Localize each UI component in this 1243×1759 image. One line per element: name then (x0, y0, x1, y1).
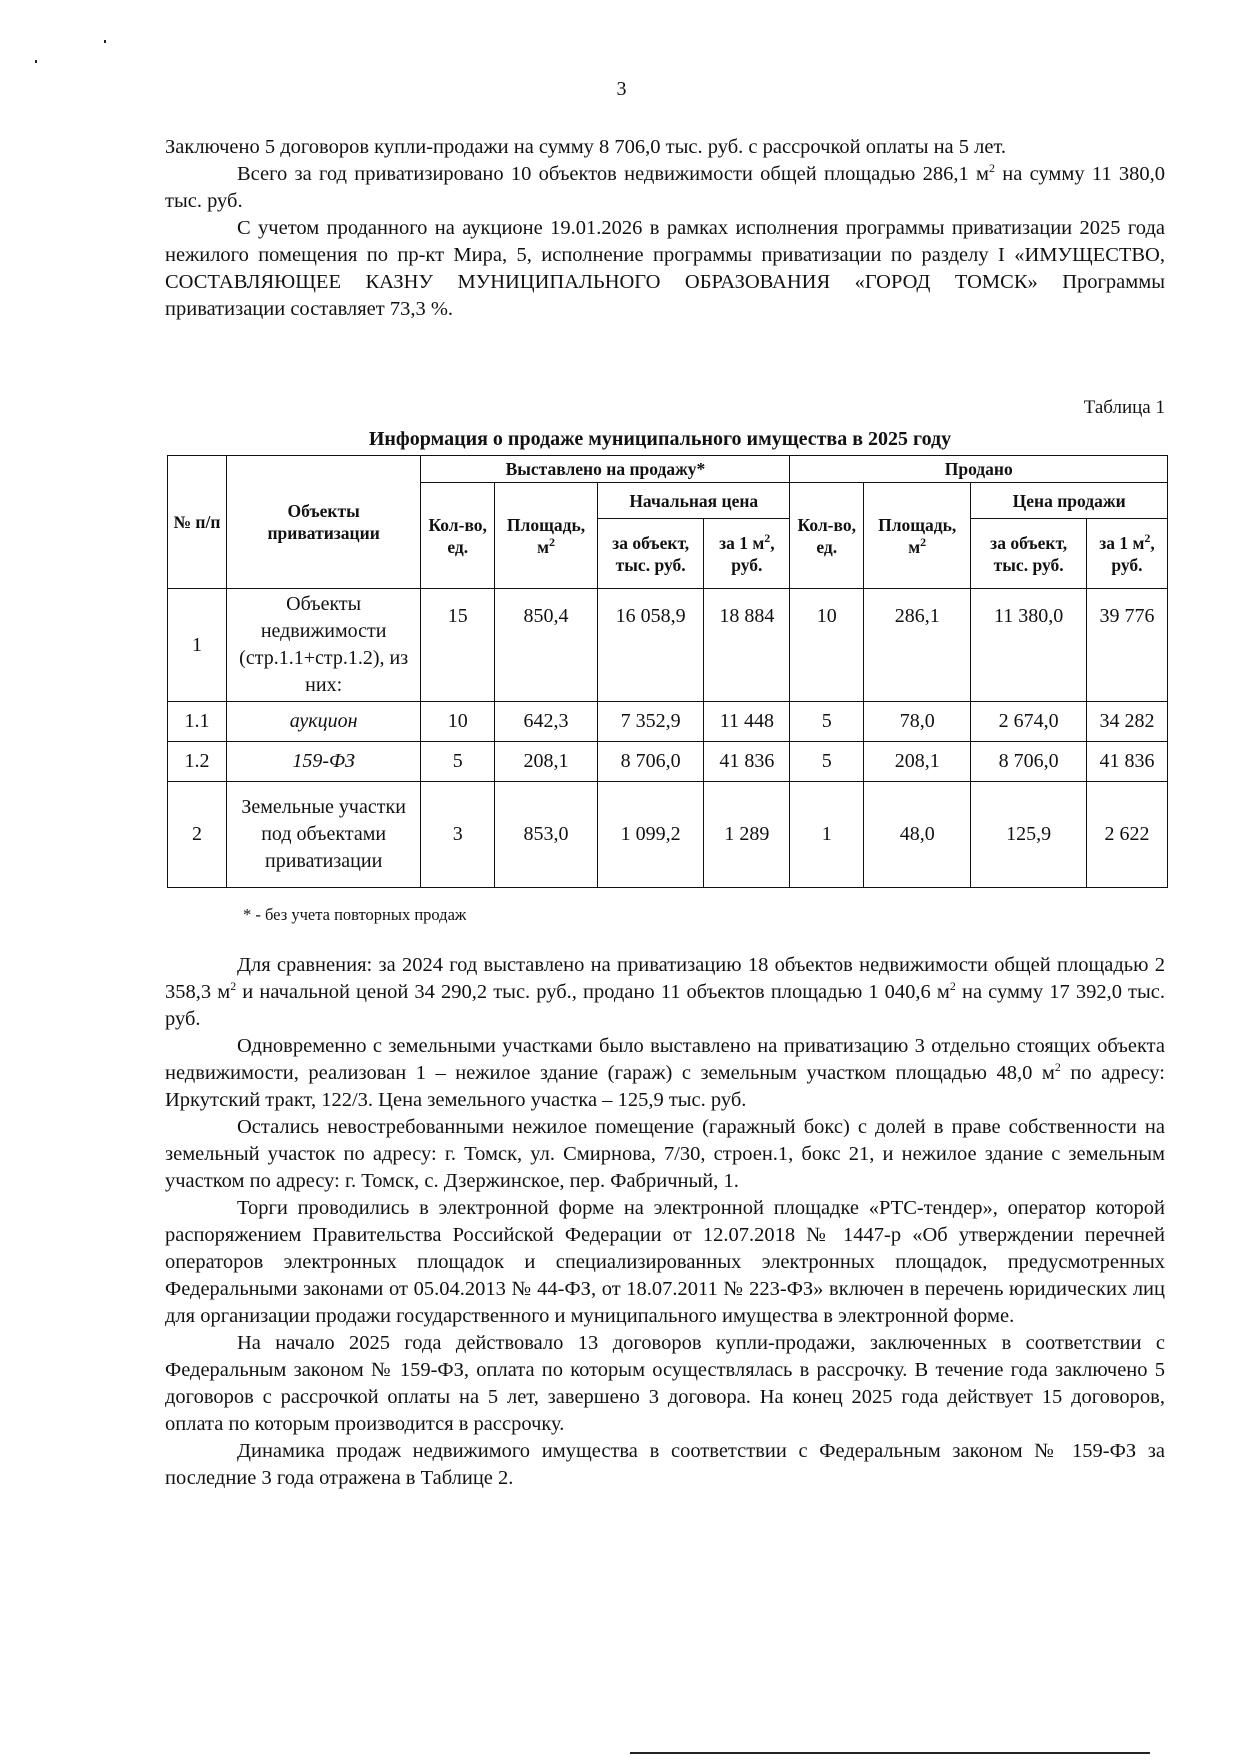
cell-qty: 3 (421, 782, 495, 888)
cell-price-obj: 1 099,2 (598, 782, 704, 888)
body-section (165, 952, 1165, 1492)
cell-area: 642,3 (495, 702, 598, 742)
page-bottom-rule (630, 1752, 1150, 1754)
cell-qty: 5 (421, 742, 495, 782)
cell-sold-area: 208,1 (864, 742, 971, 782)
intro-p2-text-end: на сумму 11 380,0 тыс. руб. (165, 163, 1165, 212)
header-objects: Объекты приватизации (226, 456, 421, 589)
cell-sale-obj: 8 706,0 (971, 742, 1087, 782)
cell-num: 1.2 (168, 742, 227, 782)
superscript: 2 (1144, 530, 1151, 545)
table-label: Таблица 1 (1083, 397, 1165, 418)
cell-sold-area: 78,0 (864, 702, 971, 742)
cell-sale-obj: 11 380,0 (971, 589, 1087, 702)
header-start-price: Начальная цена (598, 483, 790, 519)
text: Для сравнения: за 2024 год выставлено на приватизацию 18 объектов недвижимости общей площадью 2 358,3 м (165, 954, 1165, 1003)
superscript: 2 (989, 161, 995, 176)
cell-price-obj: 16 058,9 (598, 589, 704, 702)
header-text: за 1 м (719, 532, 765, 553)
intro-p2-text: Всего за год приватизировано 10 объектов недвижимости общей площадью 286,1 м (237, 163, 989, 185)
cell-sold-qty: 10 (790, 589, 864, 702)
header-qty: Кол-во, ед. (421, 483, 495, 589)
cell-sale-obj: 2 674,0 (971, 702, 1087, 742)
intro-paragraph-3: С учетом проданного на аукционе 19.01.2026 в рамках исполнения программы приватизации 2025 года нежилого помещения по пр-кт Мира, 5, исполнение программы приватизации по разделу I «ИМУЩЕСТВО, СОСТАВЛЯЮЩЕЕ КАЗНУ МУНИЦИПАЛЬНОГО ОБРАЗОВАНИЯ «ГОРОД ТОМСК» Программы приватизации составляет 73,3 %. (165, 217, 1165, 320)
cell-name: Объекты недвижимости (стр.1.1+стр.1.2), из них: (226, 589, 421, 702)
table-title: Информация о продаже муниципального имущества в 2025 году (368, 428, 952, 450)
cell-price-m2: 18 884 (704, 589, 790, 702)
intro-paragraph-2 (165, 161, 1165, 215)
header-price-per-m2 (704, 519, 790, 589)
cell-area: 208,1 (495, 742, 598, 782)
scan-speck (104, 40, 106, 43)
header-text: , руб. (1111, 532, 1155, 575)
superscript: 2 (764, 530, 771, 545)
cell-sold-qty: 5 (790, 742, 864, 782)
header-area (495, 483, 598, 589)
cell-sold-qty: 1 (790, 782, 864, 888)
cell-sold-area: 286,1 (864, 589, 971, 702)
superscript: 2 (949, 979, 956, 994)
header-num: № п/п (168, 456, 227, 589)
text: Одновременно с земельными участками было выставлено на приватизацию 3 отдельно стоящих объекта недвижимости, реализован 1 – нежилое здание (гараж) с земельным участком площадью 48,0 м (165, 1035, 1165, 1084)
cell-sale-m2: 39 776 (1086, 589, 1167, 702)
header-sale-price: Цена продажи (971, 483, 1168, 519)
body-paragraph-1 (165, 952, 1165, 1033)
table-row (168, 742, 1168, 782)
body-paragraph-5: На начало 2025 года действовало 13 договоров купли-продажи, заключенных в соответствии с Федеральным законом № 159-ФЗ, оплата по которым осуществлялась в рассрочку. В течение года заключено 5 договоров с рассрочкой оплаты на 5 лет, завершено 3 договора. На конец 2025 года действует 15 договоров, оплата по которым производится в рассрочку. (165, 1332, 1165, 1435)
superscript: 2 (548, 534, 555, 549)
cell-qty: 15 (421, 589, 495, 702)
cell-num: 1.1 (168, 702, 227, 742)
cell-sale-m2: 34 282 (1086, 702, 1167, 742)
header-sold: Продано (790, 456, 1168, 483)
cell-num: 1 (168, 589, 227, 702)
text: и начальной ценой 34 290,2 тыс. руб., продано 11 объектов площадью 1 040,6 м (236, 981, 950, 1003)
cell-num: 2 (168, 782, 227, 888)
header-sale-per-object: за объект, тыс. руб. (971, 519, 1087, 589)
cell-name: аукцион (226, 702, 421, 742)
table-row (168, 702, 1168, 742)
cell-name: 159-ФЗ (226, 742, 421, 782)
cell-qty: 10 (421, 702, 495, 742)
body-paragraph-4: Торги проводились в электронной форме на электронной площадке «РТС-тендер», оператор которой распоряжением Правительства Российской Федерации от 12.07.2018 № 1447-р «Об утверждении перечней операторов электронных площадок и специализированных электронных площадок, предусмотренных Федеральными законами от 05.04.2013 № 44-ФЗ, от 18.07.2011 № 223-ФЗ» включен в перечень юридических лиц для организации продажи государственного и муниципального имущества в электронной форме. (165, 1197, 1165, 1327)
header-price-per-object: за объект, тыс. руб. (598, 519, 704, 589)
body-paragraph-2 (165, 1033, 1165, 1114)
privatization-table (167, 455, 1168, 888)
header-area-text: Площадь, м (506, 514, 586, 557)
cell-price-obj: 8 706,0 (598, 742, 704, 782)
header-offered: Выставлено на продажу* (421, 456, 790, 483)
cell-price-m2: 1 289 (704, 782, 790, 888)
header-text: за 1 м (1099, 532, 1145, 553)
intro-section (165, 134, 1165, 323)
body-paragraph-6: Динамика продаж недвижимого имущества в соответствии с Федеральным законом № 159-ФЗ за последние 3 года отражена в Таблице 2. (165, 1440, 1165, 1489)
header-area-text: Площадь, м (878, 514, 957, 557)
cell-area: 850,4 (495, 589, 598, 702)
cell-sold-qty: 5 (790, 702, 864, 742)
cell-sold-area: 48,0 (864, 782, 971, 888)
superscript: 2 (230, 979, 237, 994)
body-paragraph-3: Остались невостребованными нежилое помещение (гаражный бокс) с долей в праве собственности на земельный участок по адресу: г. Томск, ул. Смирнова, 7/30, строен.1, бокс 21, и нежилое здание с земельным участком по адресу: г. Томск, с. Дзержинское, пер. Фабричный, 1. (165, 1116, 1165, 1192)
page-number: 3 (616, 78, 627, 100)
header-sold-area (864, 483, 971, 589)
table-footnote: * - без учета повторных продаж (243, 905, 467, 924)
cell-name: Земельные участки под объектами приватизации (226, 782, 421, 888)
cell-area: 853,0 (495, 782, 598, 888)
header-sold-qty: Кол-во, ед. (790, 483, 864, 589)
superscript: 2 (1054, 1060, 1061, 1075)
table-row (168, 782, 1168, 888)
cell-price-m2: 41 836 (704, 742, 790, 782)
cell-sale-obj: 125,9 (971, 782, 1087, 888)
superscript: 2 (920, 534, 927, 549)
header-sale-per-m2 (1086, 519, 1167, 589)
header-text: , руб. (731, 532, 775, 575)
cell-sale-m2: 2 622 (1086, 782, 1167, 888)
text: по адресу: Иркутский тракт, 122/3. Цена земельного участка – 125,9 тыс. руб. (165, 1062, 1165, 1111)
table-row (168, 589, 1168, 702)
cell-price-m2: 11 448 (704, 702, 790, 742)
cell-sale-m2: 41 836 (1086, 742, 1167, 782)
intro-paragraph-1: Заключено 5 договоров купли-продажи на сумму 8 706,0 тыс. руб. с рассрочкой оплаты на 5 лет. (165, 136, 1007, 158)
cell-price-obj: 7 352,9 (598, 702, 704, 742)
scan-speck (35, 60, 37, 63)
text: на сумму 17 392,0 тыс. руб. (165, 981, 1166, 1030)
